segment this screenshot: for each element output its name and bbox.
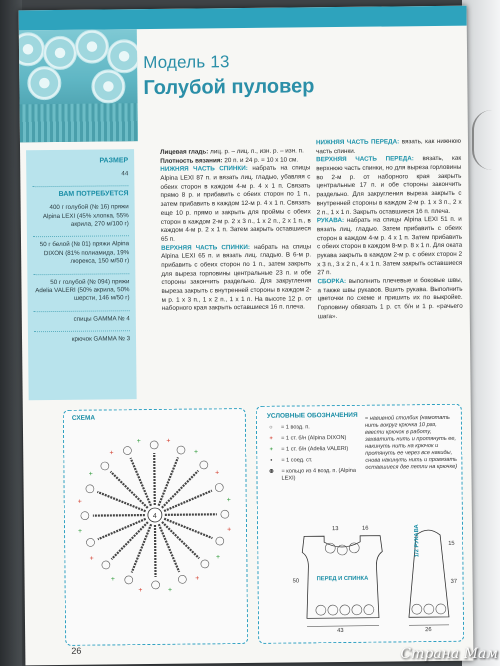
magazine-page: [19, 6, 474, 666]
paragraph-text: выполнить плечевые и боковые швы, а также швы рукавов. Вшить рукава. Выполнить цветочки по схеме и пришить их по выкройке. Горловину обвязать 1 р. ст. б/н и 1 р. «рачьего шага».: [317, 276, 463, 320]
title-block: [143, 51, 314, 100]
yarn-item: 400 г голубой (№ 16) пряжи Alpina LEXI (45% хлопка, 55% акрила, 270 м/100 г): [42, 203, 129, 228]
chain-stitch-mark: [178, 575, 186, 583]
chain-stitch-mark: [152, 581, 160, 589]
pen-icon: [472, 110, 494, 170]
chain-stitch-mark: [200, 461, 208, 469]
single-crochet-mark: +: [89, 555, 94, 563]
chain-stitch-mark: [125, 576, 133, 584]
single-crochet-mark: +: [167, 586, 173, 594]
paragraph: [317, 216, 463, 278]
legend-title: УСЛОВНЫЕ ОБОЗНАЧЕНИЯ: [266, 411, 358, 420]
chart-center-label: 4: [152, 512, 157, 520]
legend-list: [265, 424, 364, 487]
bullion-stitch-ray: [154, 453, 155, 505]
page-title: Голубой пуловер: [143, 75, 315, 100]
chain-stitch-mark: [81, 512, 89, 520]
bullion-stitch-ray: [131, 524, 151, 572]
size-value: 44: [121, 170, 129, 178]
bullion-stitch-ray: [97, 491, 145, 511]
bullion-stitch-ray: [161, 471, 198, 508]
legend-label: = 1 возд. п.: [280, 424, 310, 431]
chain-stitch-mark: [201, 560, 209, 568]
chain-stitch-mark: [216, 537, 224, 545]
single-crochet-mark: +: [88, 470, 93, 478]
flower-chart: [64, 419, 246, 641]
legend-box: [256, 404, 464, 644]
divider: [32, 186, 128, 188]
single-crochet-mark: +: [138, 587, 143, 595]
flower-motif: [27, 66, 61, 100]
chain-stitch-mark: [177, 446, 185, 454]
paragraph-heading: ВЕРХНЯЯ ЧАСТЬ ПЕРЕДА:: [316, 155, 414, 164]
legend-label: = кольцо из 4 возд. п. (Alpina LEXI): [281, 467, 357, 482]
single-crochet-mark: +: [193, 448, 199, 456]
divider: [34, 310, 130, 312]
single-crochet-mark: +: [166, 437, 171, 445]
legend-label: = 1 ст. б/н (Adelia VALERI): [281, 445, 349, 453]
crochet-scheme-box: [63, 408, 248, 646]
scheme-title: СХЕМА: [71, 414, 96, 422]
paragraph-text: вязать, как нижнюю часть спинки.: [316, 137, 462, 155]
materials-heading: ВАМ ПОТРЕБУЕТСЯ: [58, 190, 129, 199]
chain-stitch-mark: [102, 561, 110, 569]
single-crochet-mark: +: [77, 498, 82, 506]
paragraph-heading: ВЕРХНЯЯ ЧАСТЬ СПИНКИ:: [161, 243, 251, 252]
flower-motif: [43, 36, 77, 70]
chain-stitch-symbol: ○: [269, 424, 273, 431]
model-number: Модель 13: [143, 52, 230, 73]
dim-cap: 15: [448, 540, 455, 547]
watermark: Страна Мам: [400, 646, 498, 662]
bullion-stitch-ray: [159, 524, 179, 572]
legend-item: [265, 457, 363, 465]
chain-stitch-mark: [150, 441, 158, 449]
chain-stitch-mark: [221, 510, 229, 518]
bullion-stitch-ray: [111, 522, 148, 559]
paragraph-heading: НИЖНЯЯ ЧАСТЬ ПЕРЕДА:: [315, 138, 400, 147]
divider: [33, 273, 129, 275]
paragraph: [316, 138, 461, 157]
single-crochet-symbol: +: [269, 435, 273, 442]
dim-sleeve-length: 37: [450, 578, 458, 585]
paragraph-text: набрать на спицы Alpina LEXI 51 п. и вязать лиц. гладью. Затем прибавить с обеих сторон в каждом 4-м р. 4 x 1 п. Затем прибавить с обеих сторон в каждом 8-м р. 8 x 1 п. Для оката рукава закрыть в каждом 2-м р. с обеих сторон 2 x 3 п., 3 x 2 п., 4 x 1 п. Затем закрыть оставшиеся 27 п.: [316, 215, 463, 277]
legend-item: [265, 424, 363, 432]
instructions-column-1: [160, 147, 312, 314]
single-crochet-mark: +: [110, 576, 115, 584]
paragraph-heading: РУКАВА:: [316, 217, 345, 225]
sleeve-label: 1/2 РУКАВА: [413, 524, 421, 558]
yarn-item: 50 г белой (№ 01) пряжи Alpina DIXON (81% полиамида, 19% люрекса, 150 м/50 г): [39, 240, 130, 265]
chain-stitch-mark: [86, 485, 94, 493]
front-back-label: ПЕРЕД И СПИНКА: [316, 575, 369, 583]
size-heading: РАЗМЕР: [99, 157, 129, 165]
bullion-stitch-ray: [98, 519, 146, 539]
flower-motif: [91, 69, 125, 103]
dim-neck: 13: [332, 526, 339, 533]
paragraph-text: лиц. р. – лиц. п., изн. р. – изн. п.: [208, 147, 304, 156]
bullion-stitch-ray: [158, 457, 178, 505]
slip-stitch-symbol: •: [270, 457, 273, 464]
needles-item: спицы GAMMA № 4: [73, 314, 130, 323]
single-crochet-symbol: +: [269, 446, 273, 453]
flower-motif: [19, 32, 45, 66]
width-dimension-line: [307, 626, 379, 627]
top-band: [19, 6, 467, 31]
instructions-column-2: [316, 138, 463, 322]
legend-label: = 1 соед. ст.: [281, 457, 313, 464]
bullion-stitch-note: = навивной столбик (намотать нить вокруг крючка 10 раз, ввести крючок в работу, захватить нить и протянуть ее, накинуть нить на крючок и протянуть ее через все накиды, снова накинуть нить и провязать оставшиеся две петли на крючке): [364, 414, 458, 471]
bullion-stitch-ray: [155, 525, 156, 577]
paragraph-heading: Плотность вязания:: [160, 156, 223, 165]
single-crochet-mark: +: [215, 554, 221, 562]
bullion-stitch-ray: [111, 471, 148, 508]
page-number: 26: [71, 645, 82, 656]
paragraph-heading: Лицевая гладь:: [160, 148, 209, 156]
legend-label: = 1 ст. б/н (Alpina DIXON): [281, 434, 347, 442]
flower-motif: [75, 29, 109, 63]
ring-symbol: ⊕: [269, 468, 274, 475]
paragraph: [161, 243, 312, 314]
chain-stitch-mark: [215, 483, 223, 491]
single-crochet-mark: +: [109, 449, 114, 457]
paragraph-text: набрать на спицы Alpina LEXI 87 п. и вязать лиц. гладью, убавляя с обеих сторон в каждом 4-м р. 4 x 1 п. Связать прямо 8 р. и прибавить с обеих сторон по 1 п., затем прибавить в каждом 12-м р. 4 x 1 п. Связать еще 10 р. прямо и закрыть для проймы с обеих сторон в каждом 2-м р. 2 x 3 п., 1 x 2 п., 2 x 1 п., в каждом 4-м р. 2 x 1 п. Затем закрыть оставшиеся 65 п.: [160, 164, 311, 243]
sleeve-circles: [412, 604, 446, 614]
dim-shoulder: 16: [361, 525, 369, 532]
chain-stitch-mark: [86, 538, 94, 546]
legend-item: [265, 435, 363, 443]
paragraph: [160, 165, 311, 245]
flower-motif: [107, 39, 138, 73]
paragraph-text: набрать на спицы Alpina LEXI 65 п. и вязать лиц. гладью. В 6-м р. прибавить с обеих сторон по 1 п., затем закрыть для выреза горловины центральные 23 п. и обе стороны закончить раздельно. Для закругления выреза закрыть с внутренней стороны в каждом 2-м р. 1 x 3 п., 1 x 2 п., 1 x 1 п. На высоте 12 р. от наборного края закрыть оставшиеся 16 п. плеча.: [161, 242, 312, 313]
dim-sleeve-width: 26: [425, 627, 432, 634]
dim-length: 50: [292, 578, 300, 585]
knit-texture: [20, 103, 138, 142]
bullion-stitch-ray: [164, 491, 212, 511]
legend-item: [265, 468, 363, 483]
divider: [33, 236, 129, 238]
bullion-stitch-ray: [131, 458, 151, 506]
paragraph-heading: СБОРКА:: [317, 277, 347, 286]
paragraph: [317, 277, 462, 322]
sweater-photo: [19, 29, 138, 142]
hook-item: крючок GAMMA № 3: [71, 335, 131, 343]
single-crochet-mark: +: [136, 438, 141, 446]
paragraph: [316, 155, 462, 217]
paragraph-text: вязать, как верхнюю часть спинки, но для выреза горловины во 2-м р. от наборного края закрыть центральные 17 п. и обе стороны закончить раздельно. Для закругления выреза закрыть с внутренней стороны в каждом 2-м р. 1 x 3 п., 2 x 2 п., 1 x 1 п. Закрыть оставшиеся 16 п. плеча.: [316, 155, 462, 216]
single-crochet-mark: +: [227, 526, 232, 534]
single-crochet-mark: +: [77, 528, 83, 536]
single-crochet-mark: +: [226, 496, 231, 504]
paragraph-heading: НИЖНЯЯ ЧАСТЬ СПИНКИ:: [160, 165, 248, 174]
single-crochet-mark: +: [215, 469, 220, 477]
pattern-diagrams: [264, 517, 459, 639]
legend-item: [265, 446, 363, 454]
chain-stitch-mark: [123, 447, 131, 455]
yarn-item: 50 г голубой (№ 094) пряжи Adelia VALERI (50% акрила, 50% шерсти, 146 м/50 г): [35, 277, 130, 303]
bullion-stitch-ray: [164, 518, 212, 538]
bullion-stitch-ray: [165, 514, 217, 515]
single-crochet-mark: +: [195, 575, 200, 583]
bullion-stitch-ray: [162, 522, 199, 559]
materials-sidebar: [26, 149, 137, 400]
dim-width: 43: [337, 627, 344, 635]
paragraph-text: 20 п. и 24 р. = 10 x 10 см.: [222, 156, 299, 164]
bullion-stitch-ray: [93, 515, 145, 516]
chain-stitch-mark: [101, 462, 109, 470]
divider: [34, 330, 130, 332]
